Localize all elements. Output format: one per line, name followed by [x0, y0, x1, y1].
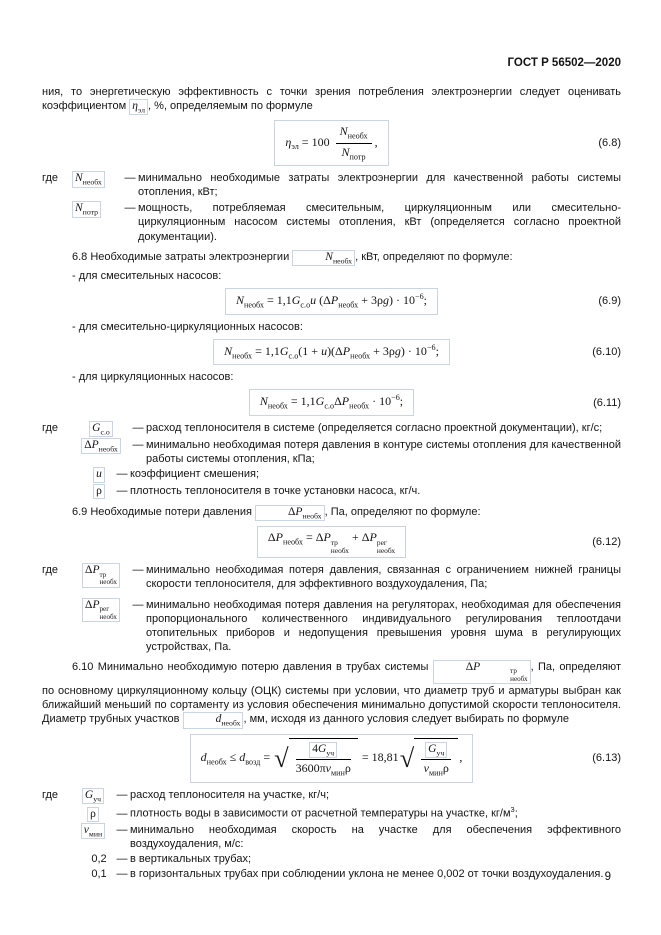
definition-term: u: [84, 467, 114, 482]
definition-row: [42, 201, 621, 243]
definition-text: минимально необходимые затраты электроэнергии для качественной работы системы отопления, кВт;: [138, 172, 621, 199]
formula-6-8-number: (6.8): [598, 137, 621, 150]
definition-dash: —: [124, 202, 136, 215]
formula-6-9: [42, 288, 621, 315]
formula-6-12-number: (6.12): [592, 536, 621, 549]
definition-term: $N_{потр}$: [72, 201, 122, 217]
definition-row: [42, 467, 621, 482]
definition-row: [42, 823, 621, 851]
definition-text: расход теплоносителя на участке, кг/ч;: [130, 788, 330, 801]
formula-6-10-number: (6.10): [592, 345, 621, 358]
formula-6-8-expression: $\eta_{эл} = 100$ $\frac{N_{необх}}{N_{потр}}$ ,: [274, 120, 388, 166]
definition-row: [42, 805, 621, 822]
document-header: ГОСТ Р 56502—2020: [507, 57, 621, 69]
definition-lead: где: [42, 421, 59, 434]
formula-6-10: [42, 339, 621, 366]
bullet-circulation-pumps: - для циркуляционных насосов:: [72, 371, 234, 384]
definition-row: [42, 421, 621, 437]
definition-term: $v_{мин}$: [72, 823, 114, 839]
definition-row: [42, 867, 621, 881]
definitions-group-4: [42, 788, 621, 881]
definition-dash: —: [116, 868, 128, 880]
definition-dash: —: [116, 484, 128, 497]
definition-term: ΔP тр необх: [72, 563, 130, 588]
definition-row: [42, 788, 621, 804]
definition-text: коэффициент смешения;: [130, 468, 259, 481]
definition-dash: —: [116, 807, 128, 820]
formula-6-9-number: (6.9): [598, 295, 621, 308]
definition-text: расход теплоносителя в системе (определяется согласно проектной документации), кг/с;: [146, 421, 603, 434]
section-6-8-heading: 6.8 Необходимые затраты электроэнергии $N_{необх}$ , кВт, определяют по формуле:: [72, 250, 513, 265]
definition-row: [42, 171, 621, 199]
formula-6-12: [42, 526, 621, 558]
definition-dash: —: [116, 852, 128, 865]
definition-term: $G_{с.о}$: [72, 421, 130, 437]
formula-6-13-expression: $d_{необх} \le d_{возд}$ = √ $\frac{4G_{уч}}{3600\pi v_{мин}\rho}$ = 18,81 √ $\frac{G_{уч}}{v_{мин}\rho}$ ,: [190, 734, 474, 783]
definition-lead: где: [42, 788, 59, 801]
definition-dash: —: [116, 468, 128, 481]
bullet-mixing-circulation-pumps: - для смесительно-циркуляционных насосов:: [72, 320, 303, 333]
formula-6-13-number: (6.13): [592, 752, 621, 765]
formula-6-11-expression: $N_{необх} = 1,1G_{с.о}\Delta P_{необх} \cdot 10^{-6}$;: [249, 389, 414, 416]
definition-row: [42, 484, 621, 499]
definition-text: плотность воды в зависимости от расчетной температуры на участке, $кг/м^3$;: [130, 804, 518, 820]
definition-term: $G_{уч}$: [72, 788, 114, 804]
definition-term: 0,1: [91, 868, 107, 880]
definition-term: ΔP рег необх: [72, 598, 130, 623]
definition-term: $N_{необх}$: [72, 171, 122, 187]
formula-6-8: [42, 120, 621, 166]
definition-dash: —: [132, 439, 144, 452]
definition-term: $\Delta P_{необх}$: [72, 438, 130, 454]
definition-text: мощность, потребляемая смесительным, циркуляционным или смесительно-циркуляционным насосом системы отопления, кВт (определяется согласно проектной документации).: [138, 202, 621, 243]
intro-paragraph: ния, то энергетическую эффективность с точки зрения потребления электроэнергии следует оценивать коэффициентом $\eta_{эл}$ , %, определяемым по формуле: [42, 85, 621, 115]
definition-dash: —: [132, 564, 144, 577]
definition-lead: где: [42, 564, 59, 577]
definition-text: минимально необходимая скорость на участке для обеспечения эффективного воздухоудаления, м/с:: [130, 823, 621, 850]
definition-text: минимально необходимая потеря давления, связанная с ограничением нижней границы скорости теплоносителя, для эффективного воздухоудаления, Па;: [146, 564, 621, 591]
definitions-group-3: [42, 563, 621, 653]
definition-row: [42, 598, 621, 654]
formula-6-10-expression: $N_{необх} = 1,1G_{с.о}(1 + u)(\Delta P_{необх} + 3\rho g) \cdot 10^{-6}$;: [213, 339, 450, 366]
definition-dash: —: [124, 172, 136, 185]
section-6-9-heading: 6.9 Необходимые потери давления $\Delta P_{необх}$ , Па, определяют по формуле:: [72, 505, 481, 521]
definitions-group-1: [42, 171, 621, 243]
definition-text: минимально необходимая потеря давления в контуре системы отопления для качественной работы системы отопления, кПа;: [146, 439, 621, 466]
formula-6-11-number: (6.11): [593, 396, 621, 409]
definition-dash: —: [132, 421, 144, 434]
definition-term: ρ: [72, 807, 114, 822]
definition-term: 0,2: [91, 852, 107, 865]
definitions-group-2: [42, 421, 621, 499]
definition-text: минимально необходимая потеря давления на регуляторах, необходимая для обеспечения пропорционального количественного индивидуального регулирования теплоотдачи отопительных приборов и недопущения превышения уровня шума в регулирующих устройствах, Па.: [146, 598, 621, 653]
page-number: 9: [604, 871, 611, 884]
formula-6-13: [42, 734, 621, 783]
formula-6-11: [42, 389, 621, 416]
definition-dash: —: [132, 598, 144, 611]
formula-6-9-expression: $N_{необх} = 1,1G_{с.о}u$ $(\Delta P_{необх} + 3\rho g) \cdot 10^{-6}$;: [225, 288, 438, 315]
definition-text: плотность теплоносителя в точке установки насоса, кг/ч.: [130, 484, 421, 497]
definition-term: ρ: [84, 484, 114, 499]
definition-lead: где: [42, 172, 59, 185]
definition-row: [42, 852, 621, 866]
definition-text: в вертикальных трубах;: [130, 852, 252, 865]
definition-dash: —: [116, 823, 128, 836]
definition-row: [42, 438, 621, 466]
section-6-10-paragraph: 6.10 Минимально необходимую потерю давления в трубах системы ΔP тр необх , Па, определяют по основному циркуляционному кольцу (ОЦК) системы при условии, что диаметр труб и арматуры выбран как ближайший меньший по сортаменту из условия обеспечения минимально допустимой скорости теплоносителя. Диаметр трубных участков $d_{необх}$ , мм, исходя из данного условия следует выбирать по формуле: [42, 660, 621, 728]
formula-6-12-expression: $\Delta P_{необх} = \Delta P$ тр необх + ΔP рег необх: [257, 526, 406, 558]
definition-text: в горизонтальных трубах при соблюдении уклона не менее 0,002 от точки воздухоудаления.: [130, 868, 604, 880]
bullet-mixing-pumps: - для смесительных насосов:: [72, 269, 222, 282]
definition-dash: —: [116, 788, 128, 801]
definition-row: [42, 563, 621, 591]
